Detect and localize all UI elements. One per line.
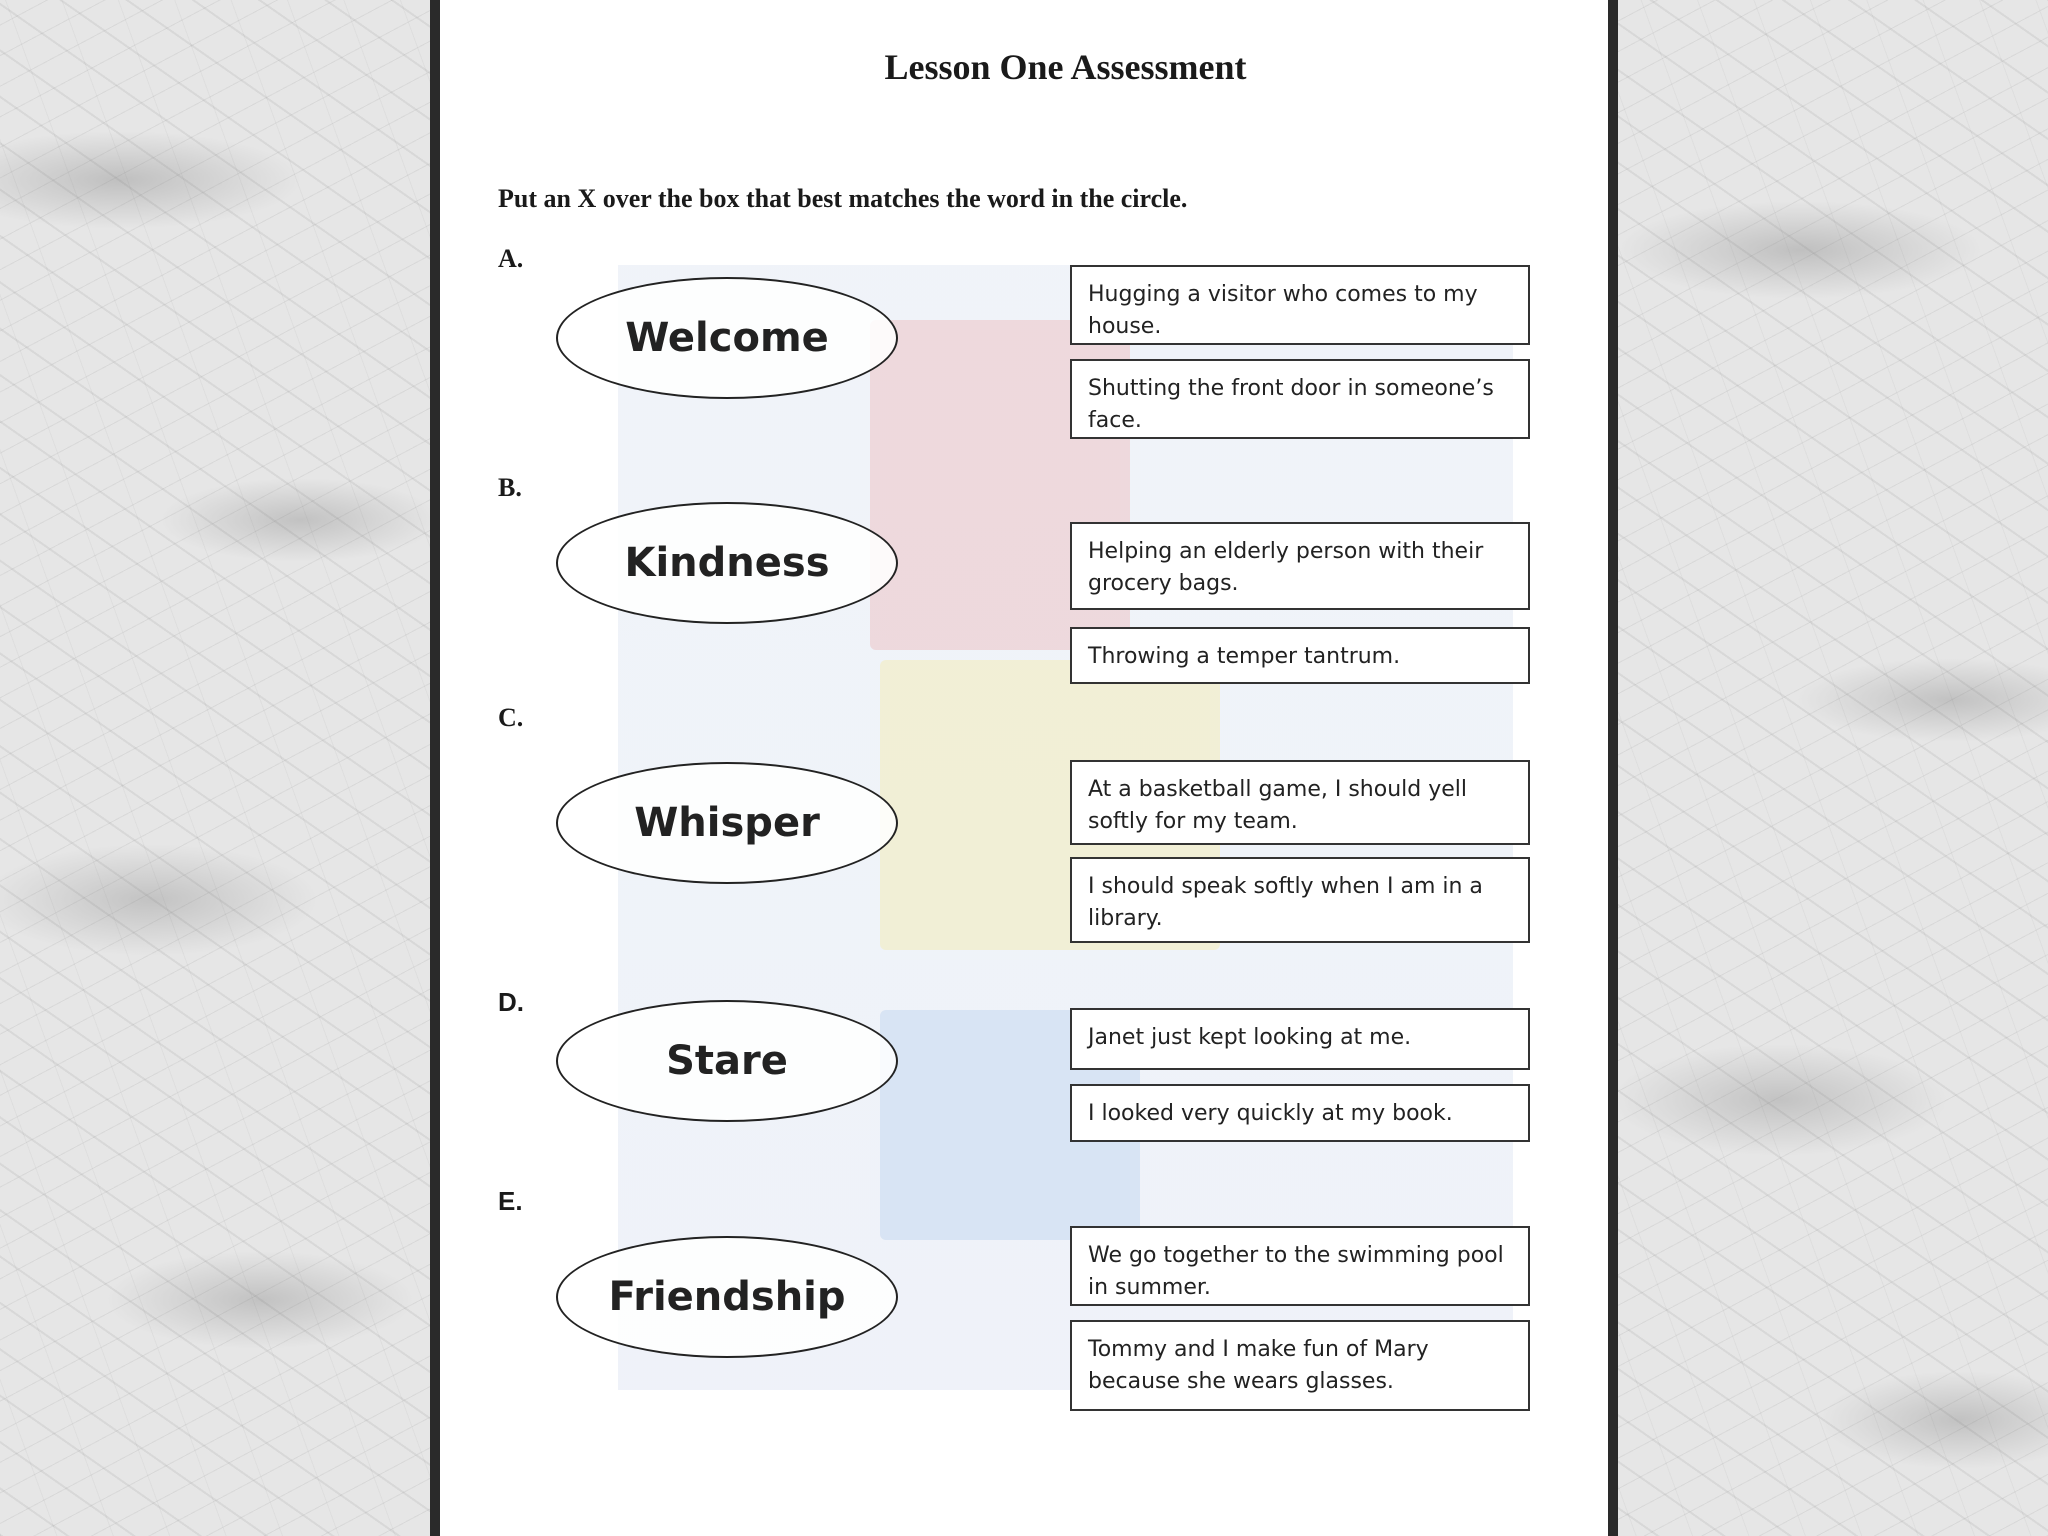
word-oval-a: Welcome: [556, 277, 898, 399]
choice-box-d2[interactable]: I looked very quickly at my book.: [1070, 1084, 1530, 1142]
choice-box-a1[interactable]: Hugging a visitor who comes to my house.: [1070, 265, 1530, 345]
question-letter-c: C.: [498, 703, 524, 732]
word-oval-c: Whisper: [556, 762, 898, 884]
question-letter-b: B.: [498, 473, 522, 502]
choice-box-c2[interactable]: I should speak softly when I am in a library.: [1070, 857, 1530, 943]
question-letter-a: A.: [498, 244, 524, 273]
choice-box-e2[interactable]: Tommy and I make fun of Mary because she wears glasses.: [1070, 1320, 1530, 1411]
question-letter-d: D.: [498, 987, 524, 1017]
instructions: Put an X over the box that best matches the word in the circle.: [498, 184, 1188, 213]
question-letter-e: E.: [498, 1186, 523, 1216]
choice-box-b2[interactable]: Throwing a temper tantrum.: [1070, 627, 1530, 684]
word-oval-d: Stare: [556, 1000, 898, 1122]
choice-box-e1[interactable]: We go together to the swimming pool in summer.: [1070, 1226, 1530, 1306]
word-oval-b: Kindness: [556, 502, 898, 624]
page-title: Lesson One Assessment: [884, 47, 1247, 87]
choice-box-a2[interactable]: Shutting the front door in someone’s face.: [1070, 359, 1530, 439]
choice-box-d1[interactable]: Janet just kept looking at me.: [1070, 1008, 1530, 1070]
choice-box-b1[interactable]: Helping an elderly person with their grocery bags.: [1070, 522, 1530, 610]
choice-box-c1[interactable]: At a basketball game, I should yell softly for my team.: [1070, 760, 1530, 845]
word-oval-e: Friendship: [556, 1236, 898, 1358]
